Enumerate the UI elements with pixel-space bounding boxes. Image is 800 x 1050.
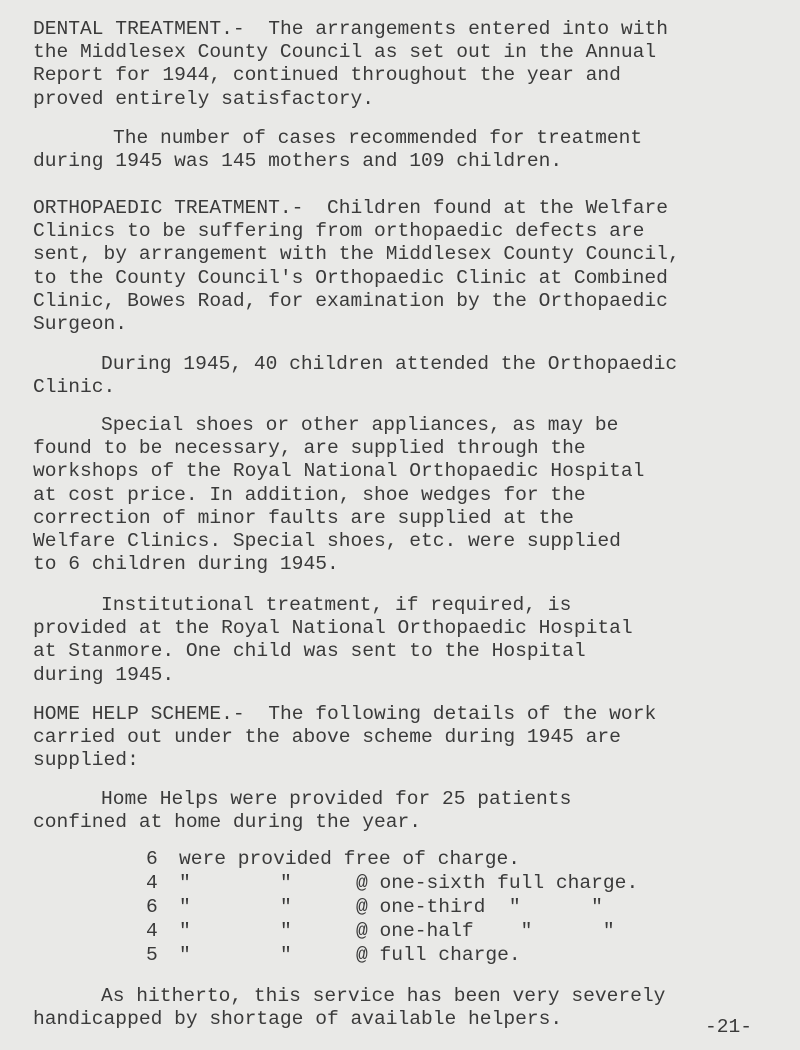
orthopaedic-treatment-paragraph bbox=[33, 197, 773, 336]
ditto-mark: " bbox=[280, 872, 292, 894]
charge-row bbox=[146, 944, 746, 967]
ditto-mark: " bbox=[280, 920, 292, 942]
page-number: -21- bbox=[705, 1016, 753, 1038]
patient-count: 6 bbox=[146, 848, 158, 870]
home-help-scheme-heading: HOME HELP SCHEME.- bbox=[33, 703, 245, 725]
charge-rate: @ full charge. bbox=[356, 944, 521, 966]
ditto-mark: " bbox=[179, 872, 191, 894]
patient-count: 4 bbox=[146, 920, 158, 942]
ditto-mark: " bbox=[179, 920, 191, 942]
charge-row bbox=[146, 848, 746, 871]
patient-count: 6 bbox=[146, 896, 158, 918]
dental-treatment-text: The arrangements entered into with the Middlesex County Council as set out in the Annual Report for 1944, continued throughout the year and proved entirely satisfactory. bbox=[33, 18, 668, 110]
charge-rate: @ one-third " " bbox=[356, 896, 603, 918]
charge-description: were provided free of charge. bbox=[179, 848, 520, 870]
home-helps-provided-paragraph: Home Helps were provided for 25 patients confined at home during the year. bbox=[33, 788, 572, 834]
ditto-mark: " bbox=[179, 944, 191, 966]
patient-count: 5 bbox=[146, 944, 158, 966]
orthopaedic-clinic-attendance-paragraph: During 1945, 40 children attended the Orthopaedic Clinic. bbox=[33, 353, 678, 399]
dental-cases-paragraph: The number of cases recommended for treatment during 1945 was 145 mothers and 109 children. bbox=[33, 127, 643, 173]
home-help-scheme-paragraph bbox=[33, 703, 773, 773]
charge-rate: @ one-sixth full charge. bbox=[356, 872, 639, 894]
charge-rate: @ one-half " " bbox=[356, 920, 615, 942]
ditto-mark: " bbox=[280, 944, 292, 966]
institutional-treatment-paragraph: Institutional treatment, if required, is provided at the Royal National Orthopaedic Hospital at Stanmore. One child was sent to the Hospital during 1945. bbox=[33, 594, 633, 686]
home-help-scheme-text: The following details of the work carried out under the above scheme during 1945 are supplied: bbox=[33, 703, 657, 772]
orthopaedic-treatment-text: Children found at the Welfare Clinics to be suffering from orthopaedic defects are sent, by arrangement with the Middlesex County Council, to the County Council's Orthopaedic Clinic at Combined Clinic, Bowes Road, for examination by the Orthopaedic Surgeon. bbox=[33, 197, 680, 336]
dental-treatment-heading: DENTAL TREATMENT.- bbox=[33, 18, 245, 40]
ditto-mark: " bbox=[179, 896, 191, 918]
charge-row bbox=[146, 920, 746, 943]
charge-row bbox=[146, 896, 746, 919]
special-shoes-paragraph: Special shoes or other appliances, as may be found to be necessary, are supplied through the workshops of the Royal National Orthopaedic Hospital at cost price. In addition, shoe wedges for the correction of minor faults are supplied at the Welfare Clinics. Special shoes, etc. were supplied to 6 children during 1945. bbox=[33, 414, 645, 576]
orthopaedic-treatment-heading: ORTHOPAEDIC TREATMENT.- bbox=[33, 197, 304, 219]
patient-count: 4 bbox=[146, 872, 158, 894]
closing-paragraph: As hitherto, this service has been very severely handicapped by shortage of available helpers. bbox=[33, 985, 666, 1031]
dental-treatment-paragraph bbox=[33, 18, 773, 111]
charge-row bbox=[146, 872, 746, 895]
ditto-mark: " bbox=[280, 896, 292, 918]
